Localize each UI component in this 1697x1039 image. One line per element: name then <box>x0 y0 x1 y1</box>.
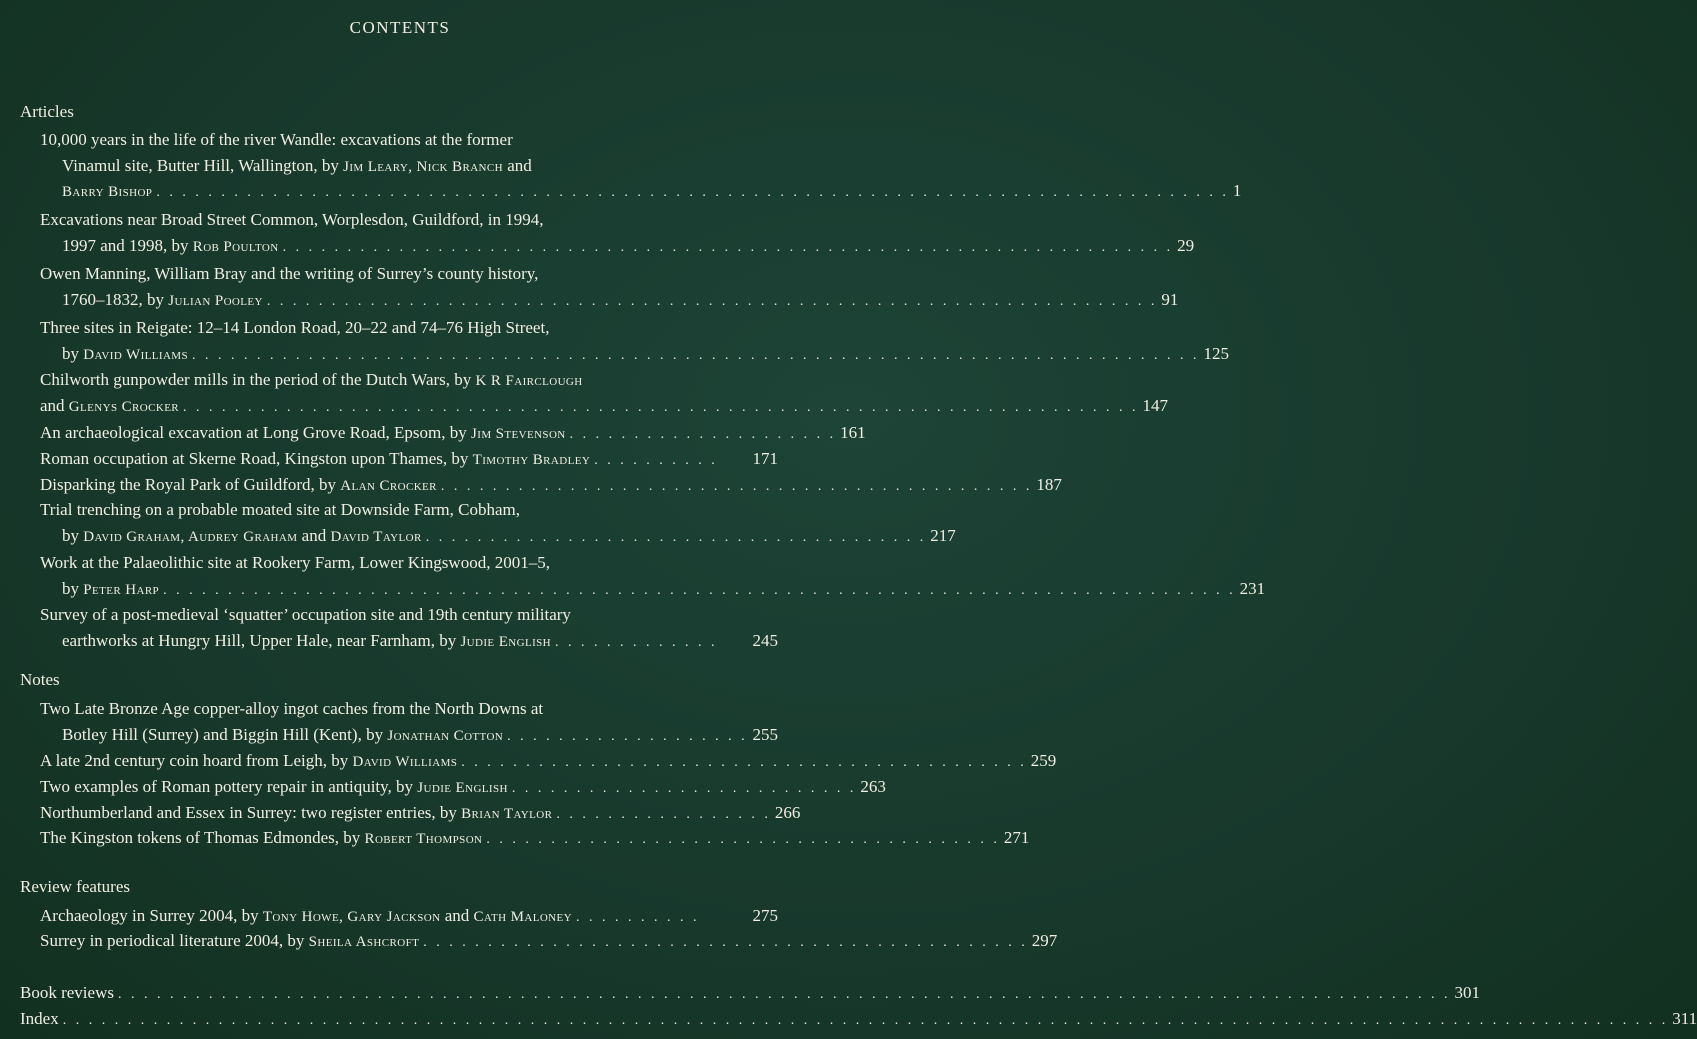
dot-leader: . . . . . . . . . . . . . . . . . . . . . . . . . . . . . . . . . . . . . . . <box>425 530 927 545</box>
entry-authors: Jim Stevenson <box>471 426 566 442</box>
entry-authors: Peter Harp <box>83 582 160 598</box>
toc-entry-periodical-literature[interactable]: Surrey in periodical literature 2004, by Sheila Ashcroft . . . . . . . . . . . . . . . . . . . . . . . . . . . . . . . . . . . . . . . . . . . . . . . 297 <box>40 930 778 952</box>
toc-entry-pottery-repair[interactable]: Two examples of Roman pottery repair in antiquity, by Judie English . . . . . . . . . . . . . . . . . . . . . . . . . . . 263 <box>40 776 778 798</box>
page-number: 171 <box>752 449 778 468</box>
entry-last-line: by David Williams . . . . . . . . . . . . . . . . . . . . . . . . . . . . . . . . . . . . . . . . . . . . . . . . . . . . . . . . . . . . . . . . . . . . . . . . . . . . . . 125 <box>62 343 778 365</box>
section-notes: Notes <box>20 670 60 689</box>
page-number: 1 <box>1232 181 1242 200</box>
toc-entry-register-entries[interactable]: Northumberland and Essex in Surrey: two register entries, by Brian Taylor . . . . . . . . . . . . . . . . . 266 <box>40 802 778 824</box>
entry-title-line: Chilworth gunpowder mills in the period of the Dutch Wars, by K R Fairclough <box>40 370 583 389</box>
entry-authors: Jonathan Cotton <box>387 728 504 744</box>
toc-entry-long-grove[interactable]: An archaeological excavation at Long Grove Road, Epsom, by Jim Stevenson . . . . . . . . . . . . . . . . . . . . . 161 <box>40 422 778 444</box>
dot-leader: . . . . . . . . . . <box>594 453 718 468</box>
dot-leader: . . . . . . . . . . . . . . . . . . . . . . . . . . . . . . . . . . . . . . . . . . . . . . . . . . . . . . . . . . . . . . . . . . . . . . . . . . . . . . . . . . . <box>156 185 1229 200</box>
entry-authors: Robert Thompson <box>364 831 483 847</box>
entry-authors: Rob Poulton <box>192 239 279 255</box>
entry-title-line: Three sites in Reigate: 12–14 London Road, 20–22 and 74–76 High Street, <box>40 318 550 337</box>
entry-authors: David Graham, Audrey Graham <box>83 529 298 545</box>
page-number: 29 <box>1177 236 1195 255</box>
entry-authors: Cath Maloney <box>473 909 572 925</box>
entry-authors: David Taylor <box>330 529 422 545</box>
entry-title-line: 10,000 years in the life of the river Wandle: excavations at the former <box>40 130 513 149</box>
page-number: 217 <box>930 526 956 545</box>
entry-authors: Glenys Crocker <box>68 399 180 415</box>
entry-last-line: earthworks at Hungry Hill, Upper Hale, near Farnham, by Judie English . . . . . . . . . . . . . 245 <box>62 630 778 652</box>
dot-leader: . . . . . . . . . . . . . . . . . . . . . <box>569 427 837 442</box>
dot-leader: . . . . . . . . . . . . . <box>555 635 718 650</box>
dot-leader: . . . . . . . . . . . . . . . . . . . . . . . . . . . . . . . . . . . . . . . . . . . . . . . . . . . . . . . . . . . . . . . . . . . . . <box>282 240 1174 255</box>
page-number: 259 <box>1030 751 1057 770</box>
page-number: 275 <box>752 906 778 925</box>
entry-authors: David Williams <box>352 754 458 770</box>
entry-title-line: Survey of a post-medieval ‘squatter’ occupation site and 19th century military <box>40 605 571 624</box>
dot-leader: . . . . . . . . . . . . . . . . . . . . . . . . . . . . . . . . . . . . . . . . . . . . . . <box>440 479 1033 494</box>
dot-leader: . . . . . . . . . . . . . . . . . . . . . . . . . . . . . . . . . . . . . . . . . . . . <box>461 755 1027 770</box>
entry-authors: Judie English <box>460 634 551 650</box>
entry-authors: Timothy Bradley <box>472 452 591 468</box>
entry-authors: David Williams <box>83 347 189 363</box>
page-number: 301 <box>1454 983 1480 1002</box>
page-number: 187 <box>1036 475 1062 494</box>
page-number: 311 <box>1672 1009 1697 1028</box>
dot-leader: . . . . . . . . . . . . . . . . . . . . . . . . . . . . . . . . . . . . . . . . . . . . . . . <box>423 935 1028 950</box>
page-number: 91 <box>1161 290 1179 309</box>
section-review-features: Review features <box>20 877 130 896</box>
contents-heading: CONTENTS <box>349 18 451 37</box>
entry-authors: Julian Pooley <box>168 293 263 309</box>
entry-last-line: Botley Hill (Surrey) and Biggin Hill (Kent), by Jonathan Cotton . . . . . . . . . . . . . . . . . . . 255 <box>62 724 778 746</box>
entry-last-line <box>62 180 1242 202</box>
page-number: 125 <box>1203 344 1230 363</box>
page-number: 245 <box>752 631 778 650</box>
entry-last-line: 1997 and 1998, by Rob Poulton . . . . . . . . . . . . . . . . . . . . . . . . . . . . . . . . . . . . . . . . . . . . . . . . . . . . . . . . . . . . . . . . . . . . . 29 <box>62 235 778 257</box>
entry-last-line: 1760–1832, by Julian Pooley . . . . . . . . . . . . . . . . . . . . . . . . . . . . . . . . . . . . . . . . . . . . . . . . . . . . . . . . . . . . . . . . . . . . . 91 <box>62 289 778 311</box>
entry-title-line: Owen Manning, William Bray and the writing of Surrey’s county history, <box>40 264 539 283</box>
page-number: 271 <box>1003 828 1030 847</box>
toc-entry-archaeology-surrey[interactable]: Archaeology in Surrey 2004, by Tony Howe, Gary Jackson and Cath Maloney . . . . . . . . . . 275 <box>40 905 778 927</box>
entry-authors: Jim Leary, Nick Branch <box>343 159 503 175</box>
toc-entry-royal-park[interactable]: Disparking the Royal Park of Guildford, by Alan Crocker . . . . . . . . . . . . . . . . . . . . . . . . . . . . . . . . . . . . . . . . . . . . . . 187 <box>40 474 778 496</box>
entry-authors: Brian Taylor <box>461 806 553 822</box>
entry-authors: Judie English <box>417 780 508 796</box>
entry-last-line: by David Graham, Audrey Graham and David Taylor . . . . . . . . . . . . . . . . . . . . . . . . . . . . . . . . . . . . . . . 217 <box>62 525 778 547</box>
page-number: 255 <box>752 725 778 744</box>
entry-title-line: Vinamul site, Butter Hill, Wallington, by Jim Leary, Nick Branch and <box>62 156 532 175</box>
page-number: 297 <box>1031 931 1058 950</box>
entry-last-line: and Glenys Crocker . . . . . . . . . . . . . . . . . . . . . . . . . . . . . . . . . . . . . . . . . . . . . . . . . . . . . . . . . . . . . . . . . . . . . . . . . . 147 <box>40 395 778 417</box>
entry-title-line: Excavations near Broad Street Common, Worplesdon, Guildford, in 1994, <box>40 210 544 229</box>
entry-title-line: Work at the Palaeolithic site at Rookery Farm, Lower Kingswood, 2001–5, <box>40 553 550 572</box>
section-articles: Articles <box>20 102 74 121</box>
entry-authors: K R Fairclough <box>475 373 583 389</box>
page-number: 231 <box>1239 579 1266 598</box>
entry-last-line: by Peter Harp . . . . . . . . . . . . . . . . . . . . . . . . . . . . . . . . . . . . . . . . . . . . . . . . . . . . . . . . . . . . . . . . . . . . . . . . . . . . . . . . . . . 231 <box>62 578 778 600</box>
page-number: 147 <box>1142 396 1169 415</box>
dot-leader: . . . . . . . . . . <box>575 910 700 925</box>
toc-entry-book-reviews[interactable]: Book reviews . . . . . . . . . . . . . . . . . . . . . . . . . . . . . . . . . . . . . . . . . . . . . . . . . . . . . . . . . . . . . . . . . . . . . . . . . . . . . . . . . . . . . . . . . . . . . . . . . . . . . . . 301 <box>20 982 778 1004</box>
entry-authors: Tony Howe, Gary Jackson <box>262 909 441 925</box>
entry-authors: Alan Crocker <box>340 478 437 494</box>
dot-leader: . . . . . . . . . . . . . . . . . . . . . . . . . . . . . . . . . . . . . . . . . . . . . . . . . . . . . . . . . . . . . . . . . . . . . . . . . . . . . . . . . . . . . . . . . . . . . . . . . . . . . . . . . . . . . . . . . . . . . . . . . . . . <box>62 1013 1669 1028</box>
dot-leader: . . . . . . . . . . . . . . . . . <box>556 807 771 822</box>
toc-entry-index[interactable]: Index . . . . . . . . . . . . . . . . . . . . . . . . . . . . . . . . . . . . . . . . . . . . . . . . . . . . . . . . . . . . . . . . . . . . . . . . . . . . . . . . . . . . . . . . . . . . . . . . . . . . . . . . . . . . . . . . . . . . . . . . . . . . 311 <box>20 1008 778 1030</box>
page-number: 161 <box>840 423 866 442</box>
dot-leader: . . . . . . . . . . . . . . . . . . . . . . . . . . . . . . . . . . . . . . . . . . . . . . . . . . . . . . . . . . . . . . . . . . . . . <box>266 294 1158 309</box>
page-number: 263 <box>860 777 886 796</box>
toc-entry-kingston-tokens[interactable]: The Kingston tokens of Thomas Edmondes, by Robert Thompson . . . . . . . . . . . . . . . . . . . . . . . . . . . . . . . . . . . . . . . . 271 <box>40 827 778 849</box>
dot-leader: . . . . . . . . . . . . . . . . . . . . . . . . . . . <box>511 781 857 796</box>
dot-leader: . . . . . . . . . . . . . . . . . . . . . . . . . . . . . . . . . . . . . . . . . . . . . . . . . . . . . . . . . . . . . . . . . . . . . . . . . . . . . . . . . . . <box>163 583 1236 598</box>
entry-title-line: Trial trenching on a probable moated site at Downside Farm, Cobham, <box>40 500 521 519</box>
toc-entry-coin-hoard[interactable]: A late 2nd century coin hoard from Leigh, by David Williams . . . . . . . . . . . . . . . . . . . . . . . . . . . . . . . . . . . . . . . . . . . . 259 <box>40 750 778 772</box>
toc-entry-skerne-road[interactable]: Roman occupation at Skerne Road, Kingston upon Thames, by Timothy Bradley . . . . . . . . . . 171 <box>40 448 778 470</box>
entry-authors: Barry Bishop <box>62 184 153 200</box>
page-number: 266 <box>774 803 801 822</box>
dot-leader: . . . . . . . . . . . . . . . . . . . . . . . . . . . . . . . . . . . . . . . . . . . . . . . . . . . . . . . . . . . . . . . . . . . . . . . . . . <box>183 400 1139 415</box>
dot-leader: . . . . . . . . . . . . . . . . . . . <box>507 729 748 744</box>
entry-authors: Sheila Ashcroft <box>308 934 420 950</box>
entry-title-line: Two Late Bronze Age copper-alloy ingot caches from the North Downs at <box>40 699 544 718</box>
dot-leader: . . . . . . . . . . . . . . . . . . . . . . . . . . . . . . . . . . . . . . . . <box>486 832 1000 847</box>
dot-leader: . . . . . . . . . . . . . . . . . . . . . . . . . . . . . . . . . . . . . . . . . . . . . . . . . . . . . . . . . . . . . . . . . . . . . . . . . . . . . . <box>192 348 1200 363</box>
dot-leader: . . . . . . . . . . . . . . . . . . . . . . . . . . . . . . . . . . . . . . . . . . . . . . . . . . . . . . . . . . . . . . . . . . . . . . . . . . . . . . . . . . . . . . . . . . . . . . . . . . . . . . . <box>117 987 1451 1002</box>
